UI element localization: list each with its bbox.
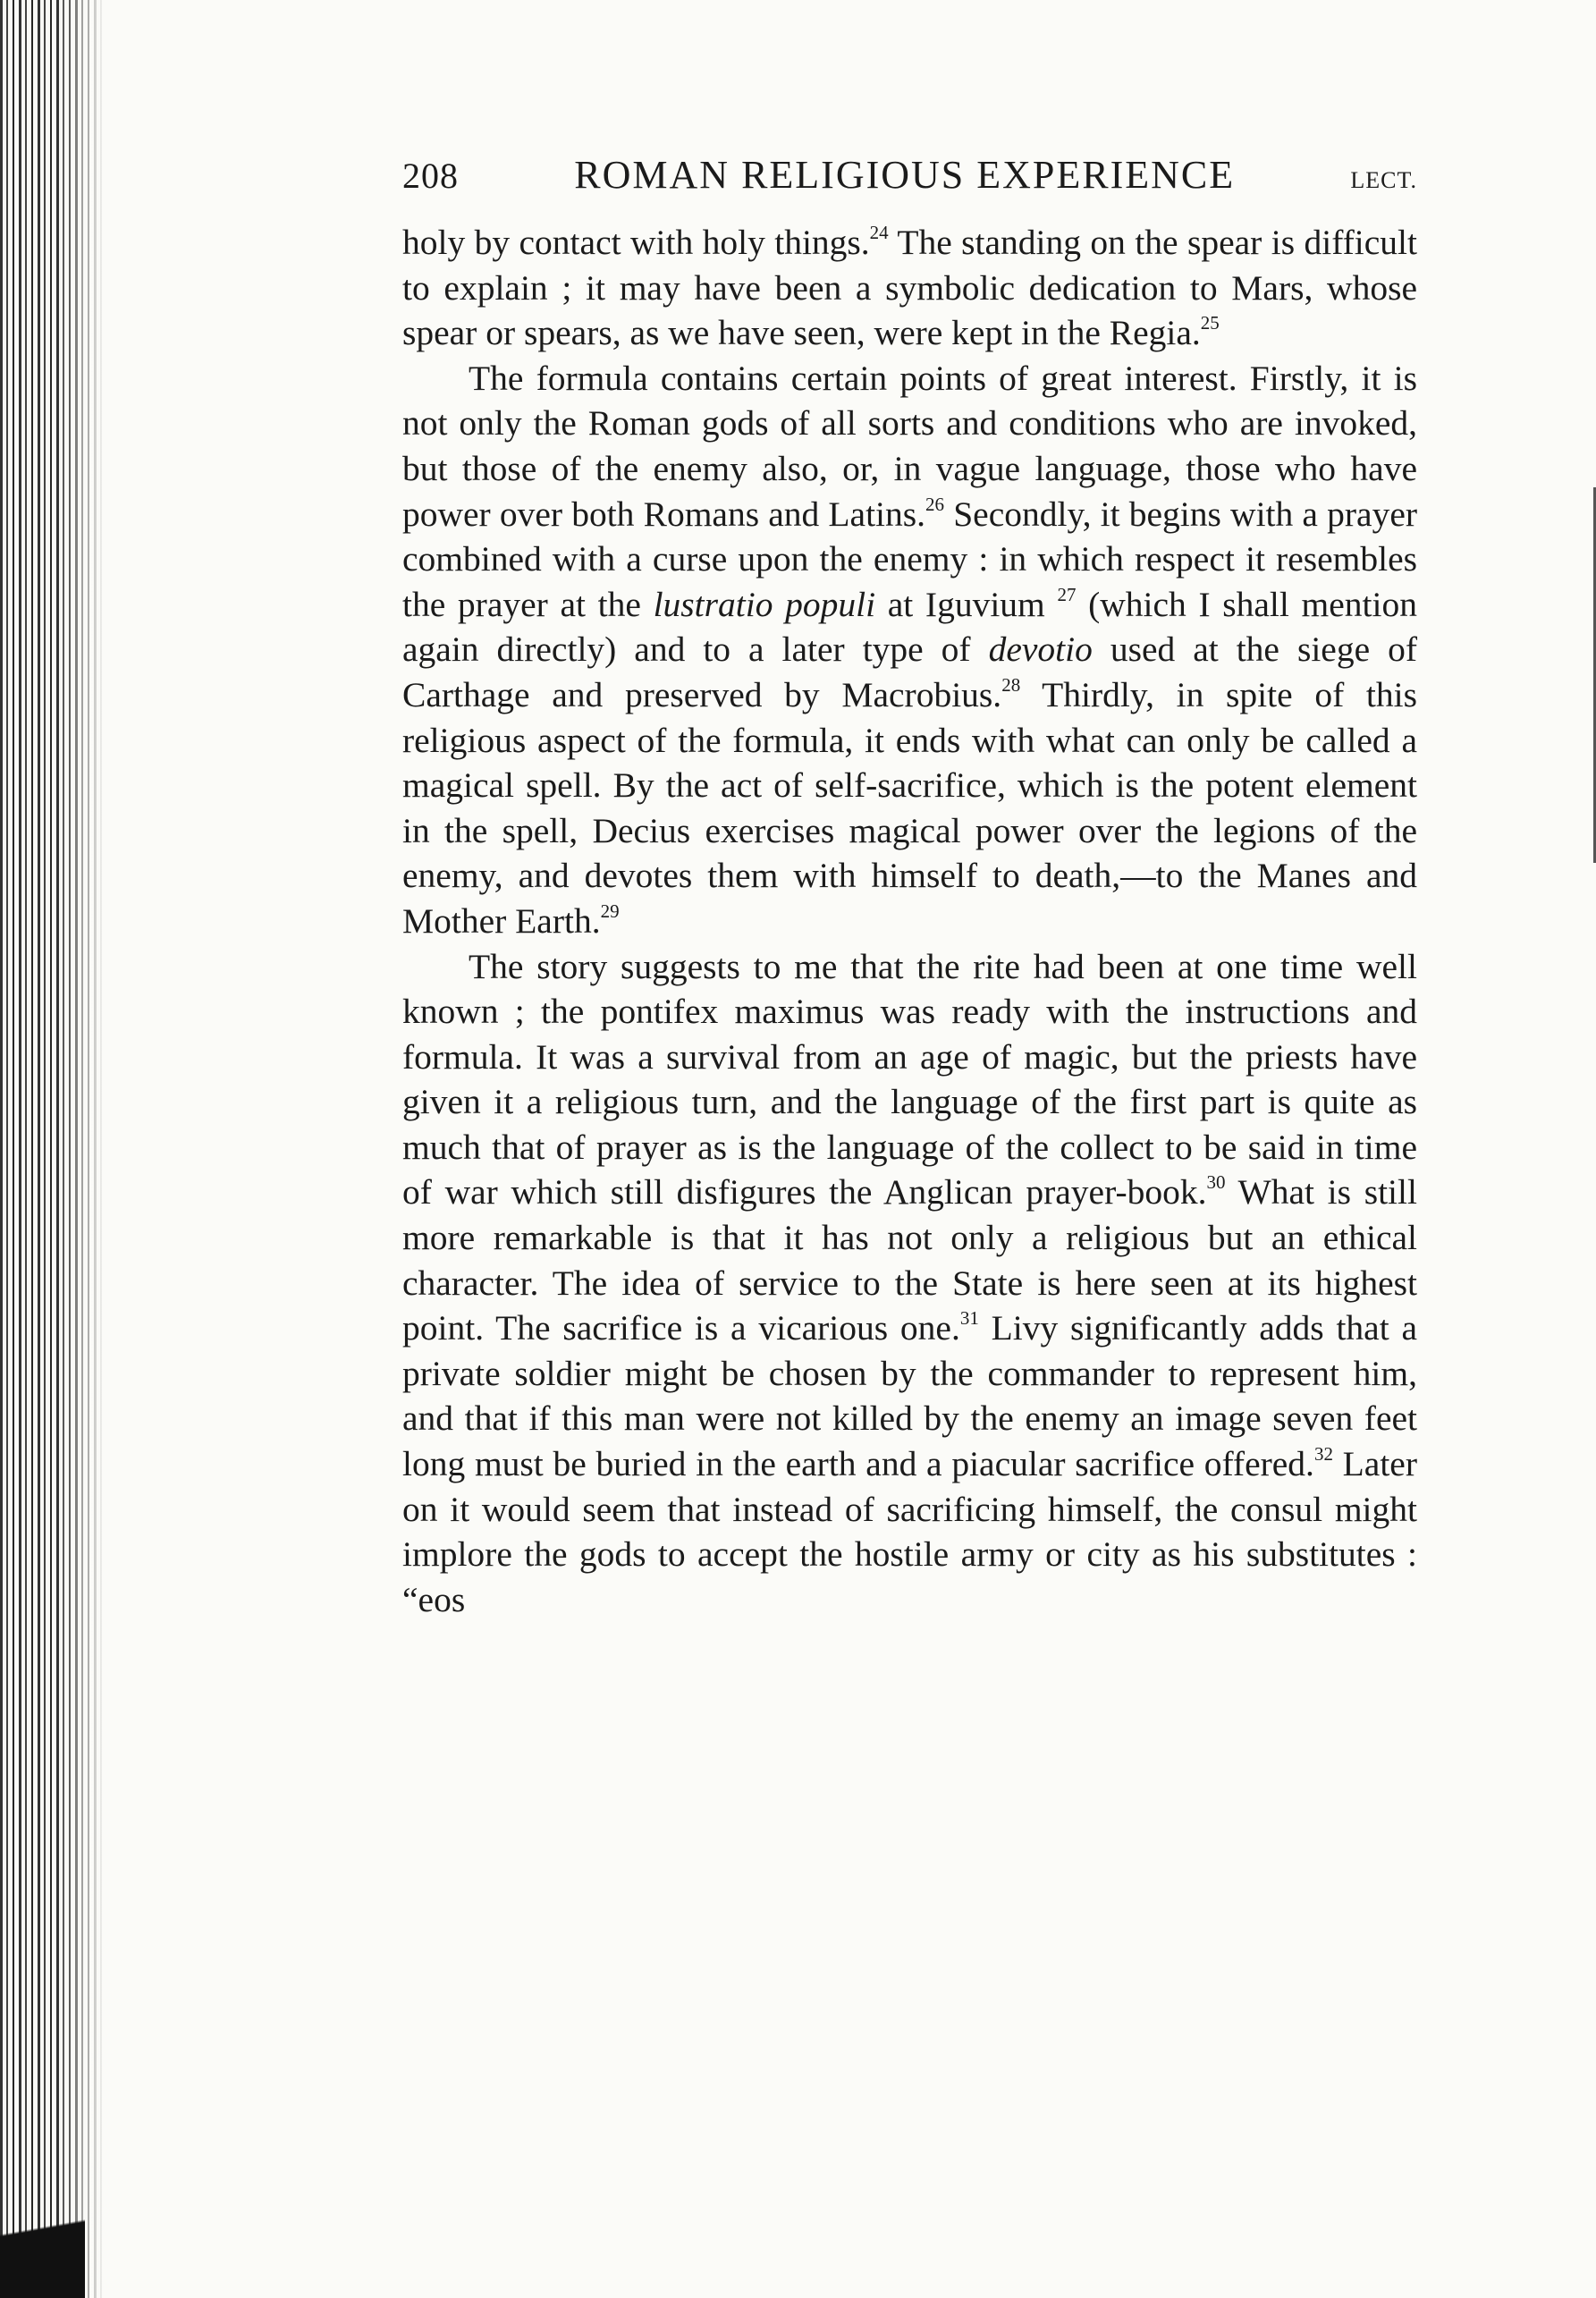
paragraph — [402, 944, 1417, 1623]
page-number: 208 — [402, 156, 459, 196]
book-spine-shadow — [0, 0, 106, 2298]
book-spine-corner — [0, 2182, 85, 2298]
paragraph — [402, 220, 1417, 356]
footnote-ref: 28 — [1001, 673, 1021, 696]
paragraph — [402, 356, 1417, 944]
footnote-ref: 26 — [925, 493, 945, 515]
footnote-ref: 30 — [1206, 1171, 1226, 1194]
italic-term: lustratio populi — [653, 584, 876, 624]
text-run: The story suggests to me that the rite had been at one time well known ; the pontifex maximus was ready with the instructions and formula. It was a survival from an age of magic, but the priests have given it a religious turn, and the language of the first part is quite as much that of prayer as is the language of the collect to be said in time of war which still disfigures the Anglican prayer-book. — [402, 946, 1417, 1212]
text-run: holy by contact with holy things. — [402, 223, 870, 262]
footnote-ref: 27 — [1057, 583, 1077, 605]
text-run: The standing on the spear is difficult to explain ; it may have been a symbolic dedication to Mars, whose spear or spears, as we have seen, were kept in the Regia. — [402, 223, 1417, 353]
footnote-ref: 29 — [600, 900, 620, 922]
running-head — [402, 152, 1417, 215]
footnote-ref: 25 — [1200, 312, 1220, 334]
text-run: Later on it would seem that instead of sacrificing himself, the consul might implore the gods to accept the hostile army or city as his substitutes : “eos — [402, 1444, 1417, 1619]
footnote-ref: 24 — [869, 222, 889, 243]
running-title: ROMAN RELIGIOUS EXPERIENCE — [574, 153, 1236, 197]
body-text — [402, 220, 1417, 1622]
italic-term: devotio — [988, 629, 1093, 670]
text-run: The formula contains certain points of great interest. Firstly, it is not only the Roman gods of all sorts and conditions who are invoked, but those of the enemy also, or, in vague language, those who have power over both Romans and Latins. — [402, 358, 1417, 534]
text-run: at Iguvium — [875, 584, 1058, 624]
footnote-ref: 32 — [1313, 1443, 1333, 1466]
text-run: Thirdly, in spite of this religious aspect of the formula, it ends with what can only be called a magical spell. By the act of self-sacrifice, which is the potent element in the spell, Decius exercises magical power over the legions of the enemy, and devotes them with himself to death,—to the Manes and Mother Earth. — [402, 674, 1417, 941]
text-run: used at the siege of Carthage and preserved by Macrobius. — [402, 629, 1417, 714]
footnote-ref: 31 — [959, 1307, 979, 1330]
text-run: (which I shall mention again directly) and to a later type of — [402, 584, 1418, 670]
text-run: Livy significantly adds that a private soldier might be chosen by the commander to represent him, and that if this man were not killed by the enemy an image seven feet long must be buried in the earth and a piacular sacrifice offered. — [402, 1308, 1417, 1484]
section-label: LECT. — [1350, 167, 1417, 193]
book-page — [402, 152, 1417, 1622]
text-run: Secondly, it begins with a prayer combined with a curse upon the enemy : in which respect it resembles the prayer at the — [402, 494, 1417, 624]
text-run: What is still more remarkable is that it has not only a religious but an ethical character. The idea of service to the State is here seen at its highest point. The sacrifice is a vicarious one. — [402, 1172, 1417, 1348]
